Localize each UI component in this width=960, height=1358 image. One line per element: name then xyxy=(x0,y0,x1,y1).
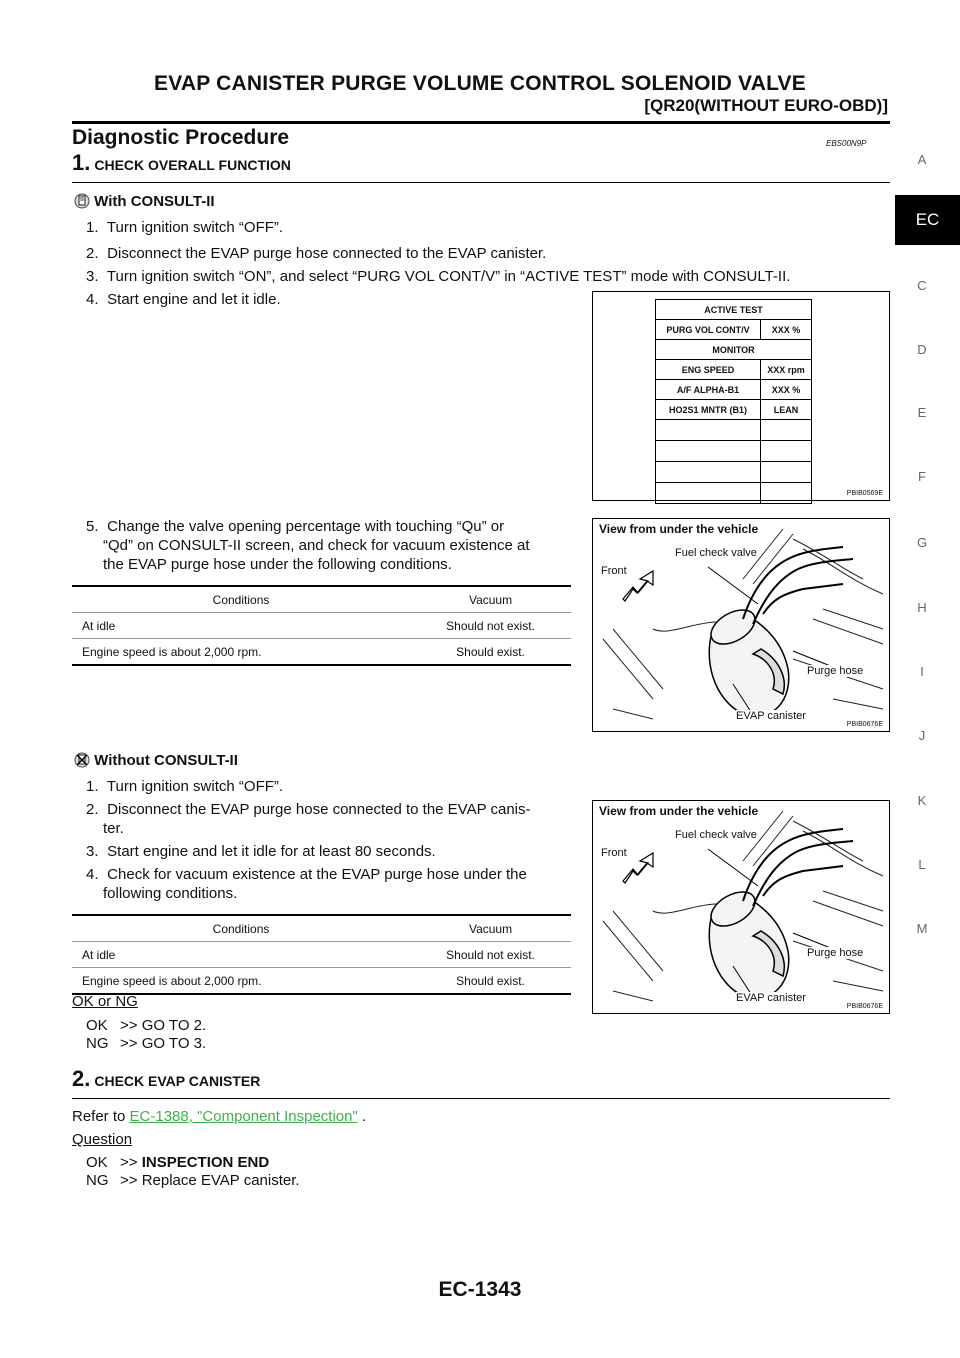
step-2-result-ng: NG >> Replace EVAP canister. xyxy=(86,1172,300,1189)
page-number: EC-1343 xyxy=(438,1278,522,1301)
sidebar-letter-e[interactable]: E xyxy=(917,405,927,420)
conditions-table-1 xyxy=(72,585,571,666)
sidebar-letter-d[interactable]: D xyxy=(917,342,927,357)
sidebar-tab-ec[interactable]: EC xyxy=(895,195,960,245)
evap-canister-label: EVAP canister xyxy=(736,710,806,722)
step-2-result-ok: OK >> INSPECTION END xyxy=(86,1154,270,1171)
without-item-4: 4. Check for vacuum existence at the EVAP purge hose under the xyxy=(86,866,527,883)
figure-caption: PBIB0569E xyxy=(846,490,883,497)
with-item-5: 5. Change the valve opening percentage with touching “Qu” or xyxy=(86,518,505,535)
view-heading: View from under the vehicle xyxy=(599,804,759,818)
purge-hose-label: Purge hose xyxy=(807,947,864,959)
fuel-check-valve-label: Fuel check valve xyxy=(675,547,757,559)
active-test-title: ACTIVE TEST xyxy=(656,300,812,320)
step-2-title: CHECK EVAP CANISTER xyxy=(94,1073,261,1089)
step-1-title: CHECK OVERALL FUNCTION xyxy=(94,157,291,173)
conditions-table-2 xyxy=(72,914,571,995)
without-consult-label: Without CONSULT-II xyxy=(94,752,238,769)
evap-canister-label: EVAP canister xyxy=(736,992,806,1004)
refer-line: Refer to EC-1388, "Component Inspection" . xyxy=(72,1108,367,1125)
with-item-3: 3. Turn ignition switch “ON”, and select “PURG VOL CONT/V” in “ACTIVE TEST” mode with CONSULT-II. xyxy=(86,268,791,285)
sidebar-letter-a[interactable]: A xyxy=(917,152,927,167)
inspection-end-text: INSPECTION END xyxy=(141,1154,270,1171)
document-subtitle: [QR20(WITHOUT EURO-OBD)] xyxy=(644,96,888,115)
active-test-screen: ACTIVE TEST PURG VOL CONT/V XXX % MONITOR ENG SPEED XXX rpm A/F ALPHA-B1 XXX % HO2S1 MNTR (B1) LEAN xyxy=(655,299,812,504)
without-consult-heading xyxy=(74,752,238,770)
ok-or-ng-label: OK or NG xyxy=(72,993,138,1010)
sidebar-letter-k[interactable]: K xyxy=(917,793,927,808)
with-item-1: 1. Turn ignition switch “OFF”. xyxy=(86,219,284,236)
figure-caption: PBIB0676E xyxy=(846,1003,883,1010)
front-label: Front xyxy=(601,565,627,577)
result-ok: OK >> GO TO 2. xyxy=(86,1017,207,1034)
section-code: EBS00N9P xyxy=(826,139,867,148)
figure-evap-canister-1 xyxy=(592,518,890,732)
sidebar-letter-c[interactable]: C xyxy=(917,278,927,293)
step-1-heading xyxy=(72,150,291,176)
consult-icon xyxy=(74,193,90,209)
step-1-rule xyxy=(72,182,890,183)
component-inspection-link[interactable]: EC-1388, "Component Inspection" xyxy=(129,1108,358,1125)
figure-caption: PBIB0676E xyxy=(846,721,883,728)
without-item-1: 1. Turn ignition switch “OFF”. xyxy=(86,778,284,795)
table-header-vacuum: Vacuum xyxy=(400,586,571,613)
front-label: Front xyxy=(601,847,627,859)
without-item-2-line-2: ter. xyxy=(103,820,124,837)
without-item-4-line-2: following conditions. xyxy=(103,885,238,902)
purge-hose-label: Purge hose xyxy=(807,665,864,677)
table-row: At idle Should not exist. xyxy=(72,942,571,968)
result-ng: NG >> GO TO 3. xyxy=(86,1035,207,1052)
with-item-5-line-3: the EVAP purge hose under the following conditions. xyxy=(103,556,452,573)
goto-2-link[interactable]: GO TO 2. xyxy=(141,1017,207,1034)
header-rule xyxy=(72,121,890,124)
document-title: EVAP CANISTER PURGE VOLUME CONTROL SOLENOID VALVE xyxy=(154,72,806,95)
with-item-4: 4. Start engine and let it idle. xyxy=(86,291,281,308)
sidebar-letter-j[interactable]: J xyxy=(918,728,926,743)
sidebar-letter-h[interactable]: H xyxy=(917,600,927,615)
with-item-2: 2. Disconnect the EVAP purge hose connected to the EVAP canister. xyxy=(86,245,547,262)
sidebar-letter-i[interactable]: I xyxy=(920,664,924,679)
with-consult-label: With CONSULT-II xyxy=(94,193,215,210)
with-item-5-line-2: “Qd” on CONSULT-II screen, and check for vacuum existence at xyxy=(103,537,530,554)
fuel-check-valve-label: Fuel check valve xyxy=(675,829,757,841)
sidebar-letter-f[interactable]: F xyxy=(918,469,926,484)
goto-3-link[interactable]: GO TO 3. xyxy=(141,1035,207,1052)
table-header-row xyxy=(72,586,571,613)
step-1-number: 1. xyxy=(72,150,91,175)
figure-evap-canister-2 xyxy=(592,800,890,1014)
table-row: Engine speed is about 2,000 rpm. Should exist. xyxy=(72,639,571,666)
question-label: Question xyxy=(72,1131,133,1148)
with-consult-heading xyxy=(74,193,215,211)
step-2-heading xyxy=(72,1066,260,1092)
no-consult-icon xyxy=(74,752,90,768)
table-row: Engine speed is about 2,000 rpm. Should exist. xyxy=(72,968,571,995)
step-2-number: 2. xyxy=(72,1066,91,1091)
monitor-title: MONITOR xyxy=(656,340,812,360)
sidebar-letter-m[interactable]: M xyxy=(916,921,928,936)
table-row: At idle Should not exist. xyxy=(72,613,571,639)
figure-active-test xyxy=(592,291,890,501)
section-title: Diagnostic Procedure xyxy=(72,126,290,149)
table-header-row: Conditions Vacuum xyxy=(72,915,571,942)
without-item-3: 3. Start engine and let it idle for at least 80 seconds. xyxy=(86,843,436,860)
front-arrow-icon xyxy=(623,853,653,883)
sidebar-letter-l[interactable]: L xyxy=(918,857,926,872)
front-arrow-icon xyxy=(623,571,653,601)
table-header-conditions: Conditions xyxy=(72,586,400,613)
step-2-rule xyxy=(72,1098,890,1099)
sidebar-letter-g[interactable]: G xyxy=(916,535,928,550)
without-item-2: 2. Disconnect the EVAP purge hose connected to the EVAP canis- xyxy=(86,801,531,818)
view-heading: View from under the vehicle xyxy=(599,522,759,536)
